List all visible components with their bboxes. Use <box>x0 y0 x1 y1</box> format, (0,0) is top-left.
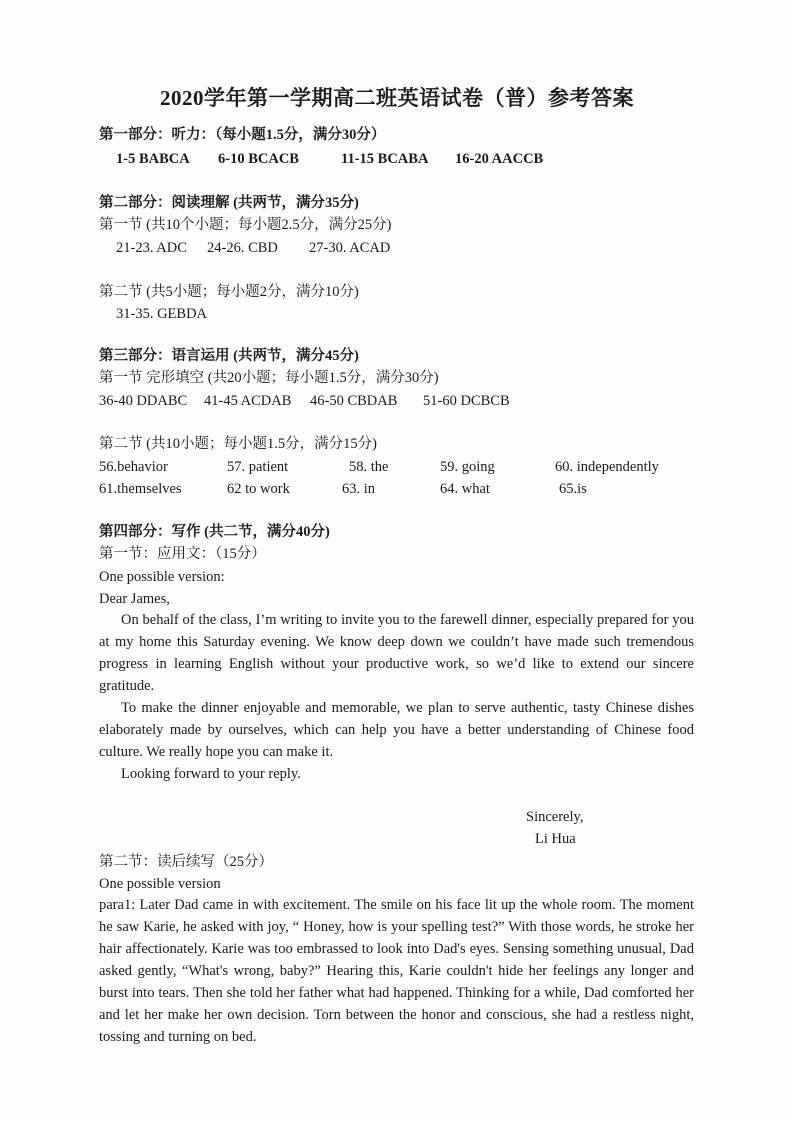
part2-section1-answer-3: 27-30. ACAD <box>309 240 391 256</box>
part1-answer-2: 6-10 BCACB <box>218 151 299 167</box>
letter-greeting: Dear James, <box>99 591 170 607</box>
part3-section1-answer-4: 51-60 DCBCB <box>423 393 510 409</box>
part4-section2-heading: 第二节：读后续写（25分） <box>99 854 273 870</box>
blank-answer: 57. patient <box>227 459 289 475</box>
page-title: 2020学年第一学期高二班英语试卷（普）参考答案 <box>160 86 634 110</box>
part1-answer-1: 1-5 BABCA <box>116 151 190 167</box>
letter-closing: Sincerely, <box>526 809 584 825</box>
part2-heading: 第二部分：阅读理解 (共两节，满分35分) <box>99 195 359 211</box>
version-label-2: One possible version <box>99 876 221 892</box>
blank-answer: 62 to work <box>227 481 290 497</box>
part3-section2-heading: 第二节 (共10小题；每小题1.5分，满分15分) <box>99 436 377 452</box>
part1-answer-3: 11-15 BCABA <box>341 151 429 167</box>
part2-section2-answer: 31-35. GEBDA <box>116 306 208 322</box>
letter-signature: Li Hua <box>535 831 576 847</box>
blank-answer: 61.themselves <box>99 481 182 497</box>
part2-section1-answer-2: 24-26. CBD <box>207 240 278 256</box>
letter-paragraph-3: Looking forward to your reply. <box>121 766 301 782</box>
part3-section1-answer-2: 41-45 ACDAB <box>204 393 292 409</box>
part1-heading: 第一部分：听力：（每小题1.5分，满分30分） <box>99 127 386 143</box>
letter-paragraph-2: To make the dinner enjoyable and memorable, we plan to serve authentic, tasty Chinese dishes elaborately made by ourselves, which can help you have a better understanding of Chinese food culture. We really hope you can make it. <box>99 700 694 760</box>
part2-section1-heading: 第一节 (共10个小题；每小题2.5分，满分25分) <box>99 217 392 233</box>
blank-answer: 56.behavior <box>99 459 168 475</box>
letter-paragraph-1: On behalf of the class, I’m writing to invite you to the farewell dinner, especially prepared for you at my home this Saturday evening. We know deep down we couldn’t have made such tremendous progress in learning English without your productive work, so we’d like to extend our sincere gratitude. <box>99 612 694 694</box>
part3-section1-answer-1: 36-40 DDABC <box>99 393 188 409</box>
part4-section1-heading: 第一节：应用文：（15分） <box>99 546 266 562</box>
blank-answer: 58. the <box>349 459 389 475</box>
part2-section2-heading: 第二节 (共5小题；每小题2分，满分10分) <box>99 284 359 300</box>
part3-section1-answer-3: 46-50 CBDAB <box>310 393 398 409</box>
part3-heading: 第三部分：语言运用 (共两节，满分45分) <box>99 348 359 364</box>
continuation-paragraph-1: para1: Later Dad came in with excitement. The smile on his face lit up the whole room. The moment he saw Karie, he asked with joy, “ Honey, how is your spelling test?” With those words, he stroke her hair affectionately. Karie was too embrassed to look into Dad's eyes. Sensing something unusual, Dad asked gently, “What's wrong, baby?” Hearing this, Karie couldn't hide her feelings any longer and burst into tears. Then she told her father what had happened. Thinking for a while, Dad comforted her and let her make her own decision. Torn between the honor and conscious, she had a restless night, tossing and turning on bed. <box>99 897 694 1045</box>
version-label: One possible version: <box>99 569 225 585</box>
blank-answer: 60. independently <box>555 459 659 475</box>
part4-heading: 第四部分：写作 (共二节，满分40分) <box>99 524 330 540</box>
blank-answer: 65.is <box>559 481 587 497</box>
part3-section1-heading: 第一节 完形填空 (共20小题；每小题1.5分，满分30分) <box>99 370 439 386</box>
blank-answer: 59. going <box>440 459 495 475</box>
part2-section1-answer-1: 21-23. ADC <box>116 240 187 256</box>
blank-answer: 64. what <box>440 481 490 497</box>
blank-answer: 63. in <box>342 481 376 497</box>
part1-answer-4: 16-20 AACCB <box>455 151 544 167</box>
